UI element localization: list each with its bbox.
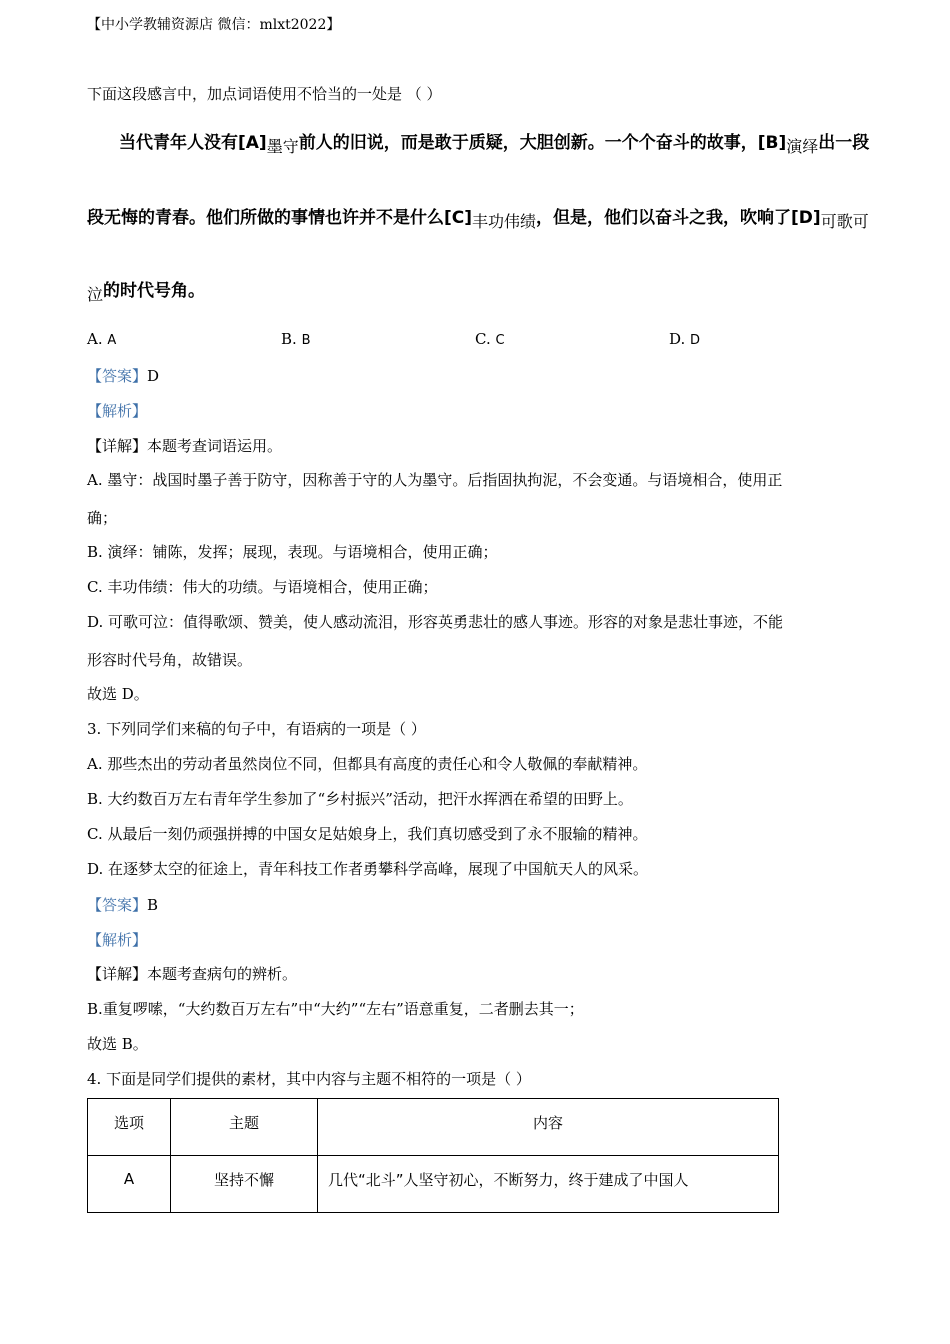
q2-answer	[87, 365, 159, 386]
table-header-cell: 选项	[88, 1099, 171, 1156]
answer-value: D	[147, 367, 160, 385]
marked-word-d-cont: 泣	[87, 285, 104, 304]
table-cell: 几代“北斗”人坚守初心，不断努力，终于建成了中国人	[318, 1156, 779, 1213]
marked-word-b: 演绎	[786, 137, 819, 156]
q2-explain-d1: D. 可歌可泣：值得歌颂、赞美，使人感动流泪，形容英勇悲壮的感人事迹。形容的对象是悲壮事迹，不能	[87, 613, 784, 631]
q2-choose: 故选 D。	[87, 685, 149, 703]
answer-tag: 【答案】	[87, 367, 148, 385]
marked-word-d: 可歌可	[820, 212, 869, 231]
q2-option-d: D. D	[669, 330, 701, 348]
q3-answer	[87, 894, 158, 915]
q3-option-a: A. 那些杰出的劳动者虽然岗位不同，但都具有高度的责任心和令人敬佩的奉献精神。	[87, 755, 648, 773]
table-header-cell: 内容	[318, 1099, 779, 1156]
q2-option-a: A. A	[87, 330, 117, 348]
answer-value: B	[147, 896, 159, 914]
q3-stem: 3. 下列同学们来稿的句子中，有语病的一项是（ ）	[87, 720, 426, 738]
q4-table	[87, 1098, 779, 1213]
q2-passage-line2	[87, 203, 869, 231]
q4-stem: 4. 下面是同学们提供的素材，其中内容与主题不相符的一项是（ ）	[87, 1070, 531, 1088]
q2-explain-d2: 形容时代号角，故错误。	[87, 651, 253, 669]
q2-explain-c: C. 丰功伟绩：伟大的功绩。与语境相合，使用正确；	[87, 578, 438, 596]
q2-option-c: C. C	[475, 330, 505, 348]
marked-word-a: 墨守	[266, 137, 299, 156]
table-row	[88, 1156, 779, 1213]
q3-detail: 【详解】本题考查病句的辨析。	[87, 965, 298, 983]
q3-option-b: B. 大约数百万左右青年学生参加了“乡村振兴”活动，把汗水挥洒在希望的田野上。	[87, 790, 633, 808]
q2-passage-line3	[87, 276, 206, 304]
passage-text: 前人的旧说，而是敢于质疑，大胆创新。一个个奋斗的故事，[B]	[298, 133, 787, 153]
q2-explain-b: B. 演绎：铺陈，发挥；展现，表现。与语境相合，使用正确；	[87, 543, 498, 561]
passage-text: 出一段	[818, 133, 870, 153]
q3-option-d: D. 在逐梦太空的征途上，青年科技工作者勇攀科学高峰，展现了中国航天人的风采。	[87, 860, 649, 878]
header-watermark: 【中小学教辅资源店 微信：mlxt2022】	[87, 17, 341, 33]
table-cell: A	[88, 1156, 171, 1213]
q2-stem: 下面这段感言中，加点词语使用不恰当的一处是 （ ）	[87, 85, 442, 103]
passage-text: 当代青年人没有[A]	[119, 133, 267, 153]
table-header-row	[88, 1099, 779, 1156]
q2-option-b: B. B	[281, 330, 311, 348]
q3-choose: 故选 B。	[87, 1035, 148, 1053]
q2-explain-a2: 确；	[87, 509, 118, 527]
table-header-cell: 主题	[171, 1099, 318, 1156]
passage-text: 段无悔的青春。他们所做的事情也许并不是什么[C]	[87, 208, 473, 228]
passage-text: ，但是，他们以奋斗之我，吹响了[D]	[536, 208, 821, 228]
answer-tag: 【答案】	[87, 896, 148, 914]
q2-passage-line1	[119, 128, 870, 156]
q3-explain-b: B.重复啰嗦，“大约数百万左右”中“大约”“左右”语意重复，二者删去其一；	[87, 1000, 584, 1018]
passage-text: 的时代号角。	[103, 281, 206, 301]
q3-analysis-tag: 【解析】	[87, 931, 148, 949]
q2-explain-a1: A. 墨守：战国时墨子善于防守，因称善于守的人为墨守。后指固执拘泥，不会变通。与语境相合，使用正	[87, 471, 783, 489]
q2-detail: 【详解】本题考查词语运用。	[87, 437, 283, 455]
table-cell: 坚持不懈	[171, 1156, 318, 1213]
q2-analysis-tag: 【解析】	[87, 402, 148, 420]
marked-word-c: 丰功伟绩	[472, 212, 537, 231]
q3-option-c: C. 从最后一刻仍顽强拼搏的中国女足姑娘身上，我们真切感受到了永不服输的精神。	[87, 825, 648, 843]
